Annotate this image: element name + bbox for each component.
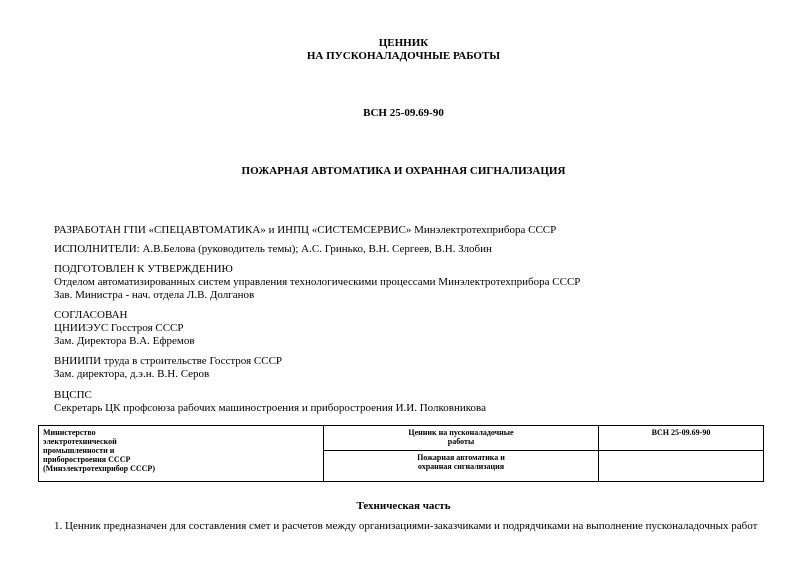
document-name-line: работы — [447, 437, 475, 446]
document-title-subtitle: НА ПУСКОНАЛАДОЧНЫЕ РАБОТЫ — [306, 50, 501, 62]
organization-line: приборостроения СССР — [43, 455, 131, 464]
organization-line: электротехнической — [43, 437, 117, 446]
executors — [54, 243, 774, 256]
developed-by-text: РАЗРАБОТАН ГПИ «СПЕЦАВТОМАТИКА» и ИНПЦ «СИСТЕМСЕРВИС» Минэлектротехприбора СССР — [54, 224, 557, 236]
document-subject: ПОЖАРНАЯ АВТОМАТИКА И ОХРАННАЯ СИГНАЛИЗАЦИЯ — [241, 165, 566, 177]
vcsps-line: Секретарь ЦК профсоюза рабочих машиностроения и приборостроения И.И. Полковникова — [54, 402, 486, 414]
document-name-line: Ценник на пусконаладочные — [408, 428, 514, 437]
prepared-line: Отделом автоматизированных систем управления технологическими процессами Минэлектротехприбора СССР — [54, 276, 581, 288]
vcsps-block — [54, 389, 774, 415]
vcsps-heading: ВЦСПС — [54, 389, 92, 401]
document-subject-line: Пожарная автоматика и — [417, 453, 505, 462]
document-subject-line: охранная сигнализация — [417, 462, 505, 471]
prepared-block — [54, 263, 774, 302]
document-code: ВСН 25-09.69-90 — [363, 107, 444, 119]
document-title: ЦЕННИК — [378, 37, 429, 49]
organization-cell — [39, 426, 324, 482]
vniipi-line: Зам. директора, д.э.н. В.Н. Серов — [54, 368, 210, 380]
prepared-heading: ПОДГОТОВЛЕН К УТВЕРЖДЕНИЮ — [54, 263, 233, 275]
organization-line: промышленности и — [43, 446, 115, 455]
agreed-line: ЦНИИЭУС Госстроя СССР — [54, 322, 184, 334]
developed-by — [54, 224, 774, 237]
agreed-block — [54, 309, 774, 348]
agreed-heading: СОГЛАСОВАН — [54, 309, 128, 321]
executors-text: ИСПОЛНИТЕЛИ: А.В.Белова (руководитель темы); А.С. Гринько, В.Н. Сергеев, В.Н. Злобин — [54, 243, 492, 255]
organization-line: Министерство — [43, 428, 96, 437]
document-name-cell — [324, 426, 599, 451]
vniipi-line: ВНИИПИ труда в строительстве Госстроя СССР — [54, 355, 283, 367]
document-header-table — [38, 425, 764, 482]
document-subject-cell — [324, 451, 599, 482]
clause-1: 1. Ценник предназначен для составления смет и расчетов между организациями-заказчиками и подрядчиками на выполнение пусконаладочных работ — [54, 520, 758, 532]
empty-cell — [599, 451, 764, 482]
document-code-value: ВСН 25-09.69-90 — [651, 428, 711, 437]
section-heading: Техническая часть — [356, 500, 451, 512]
document-code-cell — [599, 426, 764, 451]
organization-line: (Минэлектротехприбор СССР) — [43, 464, 155, 473]
agreed-line: Зам. Директора В.А. Ефремов — [54, 335, 195, 347]
prepared-line: Зав. Министра - нач. отдела Л.В. Долганов — [54, 289, 255, 301]
vniipi-block — [54, 355, 774, 381]
